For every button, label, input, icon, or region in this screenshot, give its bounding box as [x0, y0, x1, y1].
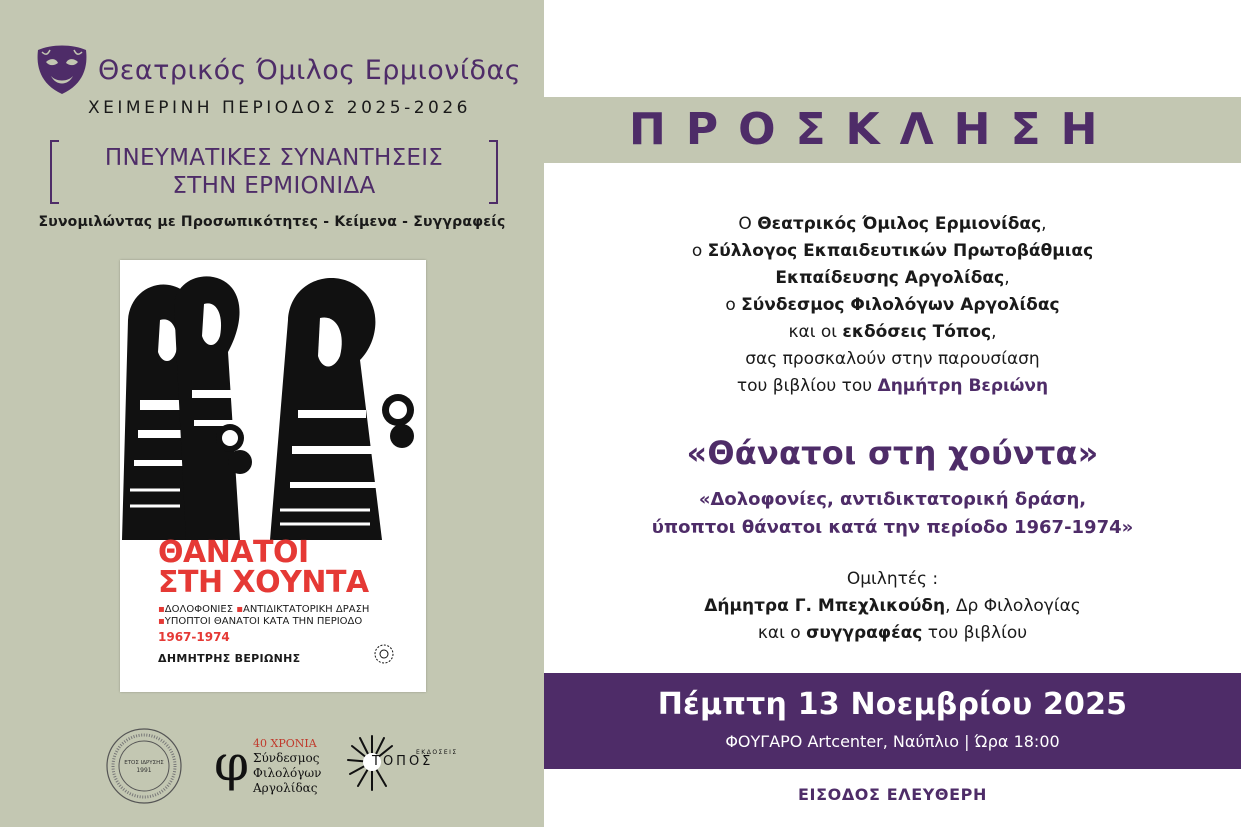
theater-mask-icon [34, 44, 90, 96]
topos-editions-label: ΕΚΔΟΣΕΙΣ [416, 749, 458, 756]
book-cover-subtitle [158, 604, 369, 628]
body-line-4 [544, 292, 1241, 319]
event-date: Πέμπτη 13 Νοεμβρίου 2025 [657, 687, 1128, 722]
speakers-block [544, 566, 1241, 647]
book-cover-sub2: ΥΠΟΠΤΟΙ ΘΑΝΑΤΟΙ ΚΑΤΑ ΤΗΝ ΠΕΡΙΟΔΟ [164, 616, 363, 627]
philologists-years: 40 ΧΡΟΝΙΑ [253, 737, 317, 750]
svg-text:ΕΤΟΣ ΙΔΡΥΣΗΣ: ΕΤΟΣ ΙΔΡΥΣΗΣ [124, 760, 164, 766]
series-title-line2: ΣΤΗΝ ΕΡΜΙΟΝΙΔΑ [172, 173, 376, 199]
body-bold: Σύλλογος Εκπαιδευτικών Πρωτοβάθμιας [707, 241, 1094, 261]
body-line-2 [544, 238, 1241, 265]
svg-text:1991: 1991 [136, 767, 152, 774]
philologists-logo [214, 736, 321, 796]
book-cover [120, 260, 426, 692]
left-panel [0, 0, 544, 827]
book-cover-author: ΔΗΜΗΤΡΗΣ ΒΕΡΙΩΝΗΣ [158, 652, 301, 665]
book-subtitle-line1: «Δολοφονίες, αντιδικτατορική δράση, [698, 489, 1087, 510]
free-entry-label: ΕΙΣΟΔΟΣ ΕΛΕΥΘΕΡΗ [798, 785, 987, 804]
bullet-icon: ▪ [158, 604, 165, 615]
woodcut-women-illustration [120, 260, 426, 540]
season-label: ΧΕΙΜΕΡΙΝΗ ΠΕΡΙΟΔΟΣ 2025-2026 [88, 98, 471, 118]
teachers-association-seal-icon [104, 726, 184, 806]
body-text: και ο [757, 623, 807, 643]
body-text: του βιβλίου του [736, 376, 878, 396]
speaker-2-role: συγγραφέας [806, 623, 923, 643]
bullet-icon: ▪ [236, 604, 243, 615]
body-bold: εκδόσεις Τόπος [842, 322, 992, 342]
body-text: του βιβλίου [922, 623, 1028, 643]
org-name: Θεατρικός Όμιλος Ερμιονίδας [98, 54, 522, 86]
speaker-1 [544, 593, 1241, 620]
event-date-band [544, 673, 1241, 769]
body-line-1 [544, 211, 1241, 238]
speaker-1-name: Δήμητρα Γ. Μπεχλικούδη [704, 596, 946, 616]
body-bold: Σύνδεσμος Φιλολόγων Αργολίδας [741, 295, 1060, 315]
body-text: , [1041, 214, 1047, 234]
series-subtitle: Συνομιλώντας με Προσωπικότητες - Κείμενα - Συγγραφείς [38, 214, 506, 230]
book-cover-title-line1: ΘΑΝΑΤΟΙ [158, 535, 309, 570]
philologists-name-line1: Σύνδεσμος [253, 751, 320, 765]
body-line-7 [544, 373, 1241, 400]
philologists-name-line2: Φιλολόγων [253, 766, 322, 780]
body-bold: Εκπαίδευσης Αργολίδας [775, 268, 1005, 288]
body-line-3 [544, 265, 1241, 292]
body-line-6: σας προσκαλούν στην παρουσίαση [745, 349, 1040, 369]
speaker-2 [544, 620, 1241, 647]
body-text: και οι [788, 322, 843, 342]
invitation-title-band [544, 97, 1241, 163]
series-title-line1: ΠΝΕΥΜΑΤΙΚΕΣ ΣΥΝΑΝΤΗΣΕΙΣ [104, 145, 444, 171]
philologists-name-line3: Αργολίδας [253, 781, 318, 795]
book-subtitle [544, 486, 1241, 542]
book-cover-years: 1967-1974 [158, 630, 230, 644]
body-line-5 [544, 319, 1241, 346]
speaker-1-role: , Δρ Φιλολογίας [945, 596, 1081, 616]
publisher-logo-icon [372, 642, 396, 666]
invitation-body [544, 211, 1241, 400]
series-title-box [50, 140, 498, 204]
book-cover-title-line2: ΣΤΗ ΧΟΥΝΤΑ [158, 565, 369, 600]
author-name: Δημήτρη Βεριώνη [877, 376, 1049, 396]
body-text: Ο [738, 214, 758, 234]
body-text: , [1004, 268, 1010, 288]
bracket-left [50, 140, 59, 204]
event-place-time: ΦΟΥΓΑΡΟ Artcenter, Ναύπλιο | Ώρα 18:00 [725, 732, 1060, 751]
book-subtitle-line2: ύποπτοι θάνατοι κατά την περίοδο 1967-1974» [651, 517, 1134, 538]
body-text: ο [725, 295, 742, 315]
topos-name: ΤΟΠΟΣ [372, 754, 434, 769]
phi-icon: φ [214, 734, 250, 792]
speakers-label: Ομιλητές : [846, 569, 939, 589]
book-cover-sub1a: ΔΟΛΟΦΟΝΙΕΣ [164, 604, 234, 615]
book-cover-sub1b: ΑΝΤΙΔΙΚΤΑΤΟΡΙΚΗ ΔΡΑΣΗ [242, 604, 370, 615]
bracket-right [489, 140, 498, 204]
book-cover-title [158, 535, 369, 600]
invitation-title: ΠΡΟΣΚΛΗΣΗ [629, 104, 1118, 155]
body-text: , [991, 322, 997, 342]
body-text: ο [691, 241, 708, 261]
book-title-heading: «Θάνατοι στη χούντα» [686, 434, 1099, 472]
body-bold: Θεατρικός Όμιλος Ερμιονίδας [757, 214, 1042, 234]
bullet-icon: ▪ [158, 616, 165, 627]
org-logo [34, 44, 521, 96]
